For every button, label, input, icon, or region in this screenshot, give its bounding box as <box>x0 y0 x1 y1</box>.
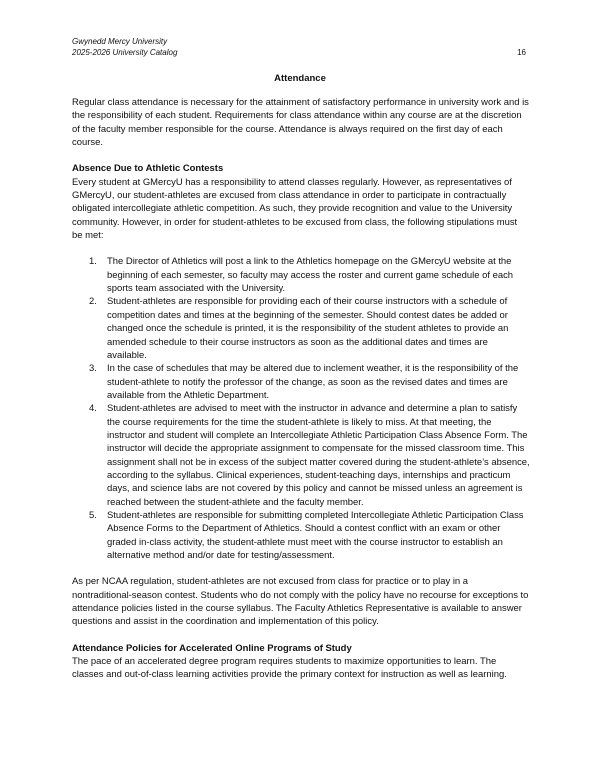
accelerated-paragraph: The pace of an accelerated degree program requires students to maximize opportunities to learn. The classes and out-of-class learning activities provide the primary context for instruction as well as learning. <box>72 656 507 681</box>
list-item-number: 2. <box>89 296 97 308</box>
header-catalog: 2025-2026 University Catalog <box>72 48 178 57</box>
athletic-paragraph: Every student at GMercyU has a responsibility to attend classes regularly. However, as representatives of GMercyU, our student-athletes are excused from class attendance in order to participate in contractually obligated intercollegiate athletic competition. As such, they provide recognition and value to the University community. However, in order for student-athletes to be excused from class, the following stipulations must be met: <box>72 176 518 242</box>
list-item <box>72 295 530 362</box>
stipulations-list <box>72 255 530 562</box>
athletic-heading: Absence Due to Athletic Contests <box>72 163 224 175</box>
list-item-text: Student-athletes are responsible for providing each of their course instructors with a schedule of competition dates and times at the beginning of the semester. Should contest dates be added or changed once the schedule is printed, it is the responsibility of the student athletes to provide an amended schedule to their course instructors as soon as the additional dates and times are available. <box>107 296 509 361</box>
page-body <box>72 96 530 682</box>
list-item-number: 1. <box>89 256 97 268</box>
list-item-text: In the case of schedules that may be altered due to inclement weather, it is the responsibility of the student-athlete to notify the professor of the change, as soon as the revised dates and times are available from the Athletic Department. <box>107 363 519 401</box>
page-number: 16 <box>517 48 526 57</box>
list-item-number: 5. <box>89 509 97 521</box>
accelerated-heading: Attendance Policies for Accelerated Online Programs of Study <box>72 642 352 654</box>
list-item-number: 4. <box>89 403 97 415</box>
ncaa-paragraph: As per NCAA regulation, student-athletes are not excused from class for practice or to play in a nontraditional-season contest. Students who do not comply with the policy have no recourse for exceptions to attendance policies listed in the course syllabus. The Faculty Athletics Representative is available to answer questions and assist in the coordination and implementation of this policy. <box>72 576 529 628</box>
list-item-text: Student-athletes are responsible for submitting completed Intercollegiate Athletic Participation Class Absence Forms to the Department of Athletics. Should a contest conflict with an exam or other graded in-class activity, the student-athlete must meet with the course instructor to establish an alternative method and/or date for testing/assessment. <box>107 509 524 561</box>
list-item <box>72 255 530 295</box>
page-title: Attendance <box>274 73 326 84</box>
running-header <box>72 36 177 58</box>
intro-paragraph: Regular class attendance is necessary for the attainment of satisfactory performance in university work and is the responsibility of each student. Requirements for class attendance within any course are at the discretion of the faculty member responsible for the course. Attendance is always required on the first day of each course. <box>72 97 529 149</box>
header-institution: Gwynedd Mercy University <box>72 37 168 46</box>
list-item <box>72 402 530 509</box>
list-item <box>72 509 530 562</box>
list-item-text: Student-athletes are advised to meet with the instructor in advance and determine a plan to satisfy the course requirements for the time the student-athlete is likely to miss. At that meeting, the instructor and student will complete an Intercollegiate Athletic Participation Class Absence Form. The instructor will decide the appropriate assignment to compensate for the missed classroom time. This assignment shall not be in excess of the subject matter covered during the student-athlete’s absence, according to the syllabus. Clinical experiences, student-teaching days, internships and practicum days, and science labs are not covered by this policy and cannot be missed unless an agreement is reached between the student-athlete and the faculty member. <box>107 403 530 508</box>
list-item-number: 3. <box>89 363 97 375</box>
list-item-text: The Director of Athletics will post a link to the Athletics homepage on the GMercyU website at the beginning of each semester, so faculty may access the roster and current game schedule of each sports team associated with the University. <box>107 256 514 295</box>
list-item <box>72 362 530 402</box>
